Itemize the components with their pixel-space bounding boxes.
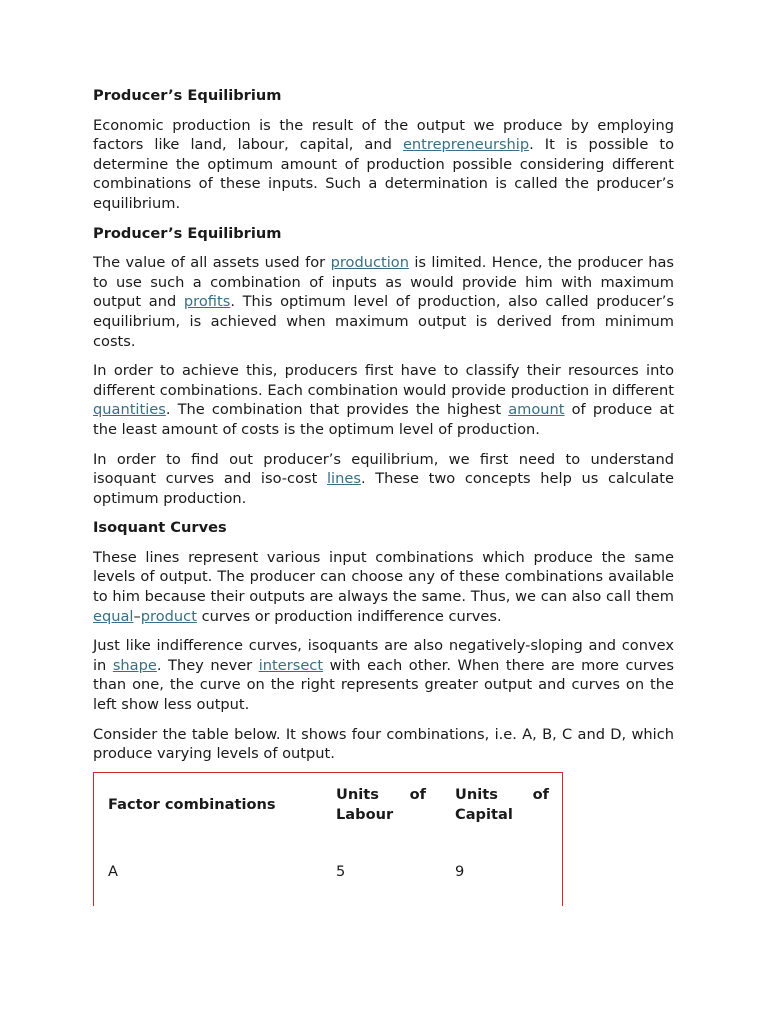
link-profits[interactable]: profits [183, 293, 231, 311]
table-cell-combination: A [108, 863, 118, 880]
link-production[interactable]: production [330, 254, 409, 272]
text-span: . These two concepts help us calculate optimum production. [93, 470, 674, 507]
text-span: . They never [156, 656, 259, 674]
heading-producers-equilibrium: Producer’s Equilibrium [93, 87, 282, 104]
header-line: Capital [455, 805, 513, 823]
paragraph-isoquant-intro [93, 450, 674, 509]
table-cell-capital: 9 [455, 863, 465, 880]
text-span: . The combination that provides the highest [165, 401, 509, 419]
paragraph-combinations [93, 361, 674, 439]
text-span: In order to find out producer’s equilibrium, we first need to understand isoquant curves and iso-cost [93, 450, 674, 488]
link-lines[interactable]: lines [326, 470, 361, 488]
header-line: Labour [336, 805, 394, 823]
text-span: of produce at the least amount of costs is the optimum level of production. [93, 401, 674, 438]
text-span: These lines represent various input combinations which produce the same levels of output. The producer can choose any of these combinations available to him because their outputs are always the same. Thus, we can also call them [93, 548, 674, 606]
text-span: with each other. When there are more curves than one, the curve on the right represents greater output and curves on the left show less output. [93, 656, 674, 714]
text-span: Economic production is the result of the output we produce by employing factors like land, labour, capital, and [93, 116, 674, 154]
table-cell-labour: 5 [336, 863, 346, 880]
link-equal[interactable]: equal [93, 607, 134, 625]
paragraph-table-intro: Consider the table below. It shows four combinations, i.e. A, B, C and D, which produce varying levels of output. [93, 725, 674, 763]
table-header-units-of-labour [336, 785, 426, 824]
link-product[interactable]: product [140, 607, 197, 625]
text-span: . This optimum level of production, also called producer’s equilibrium, is achieved when maximum output is derived from minimum costs. [93, 293, 674, 350]
paragraph-isoquant-lines [93, 548, 674, 626]
heading-isoquant-curves: Isoquant Curves [93, 519, 227, 537]
table-header-units-of-capital [455, 785, 549, 824]
paragraph-intro [93, 116, 674, 214]
paragraph-assets [93, 253, 674, 351]
text-span: – [133, 607, 141, 625]
link-shape[interactable]: shape [112, 656, 157, 674]
link-amount[interactable]: amount [508, 401, 565, 419]
header-line: Units of [455, 786, 549, 803]
link-quantities[interactable]: quantities [93, 401, 166, 419]
text-span: Just like indifference curves, isoquants are also negatively-sloping and convex in [93, 637, 674, 674]
header-line: Units of [336, 786, 426, 803]
text-span: is limited. Hence, the producer has to use such a combination of inputs as would provide him with maximum output and [93, 254, 674, 311]
factor-combinations-table [93, 772, 563, 906]
link-intersect[interactable]: intersect [258, 656, 324, 674]
text-span: In order to achieve this, producers first have to classify their resources into different combinations. Each combination would provide production in different [93, 362, 674, 399]
text-span: curves or production indifference curves. [196, 607, 502, 625]
text-span: . It is possible to determine the optimum amount of production possible considering different combinations of these inputs. Such a determination is called the producer’s equilibrium. [93, 136, 674, 212]
link-entrepreneurship[interactable]: entrepreneurship [402, 136, 530, 154]
paragraph-isoquant-shape [93, 636, 674, 714]
table-header-factor-combinations: Factor combinations [108, 796, 276, 813]
text-span: The value of all assets used for [93, 254, 331, 272]
document-body [93, 86, 674, 774]
heading-producers-equilibrium-2: Producer’s Equilibrium [93, 224, 282, 242]
